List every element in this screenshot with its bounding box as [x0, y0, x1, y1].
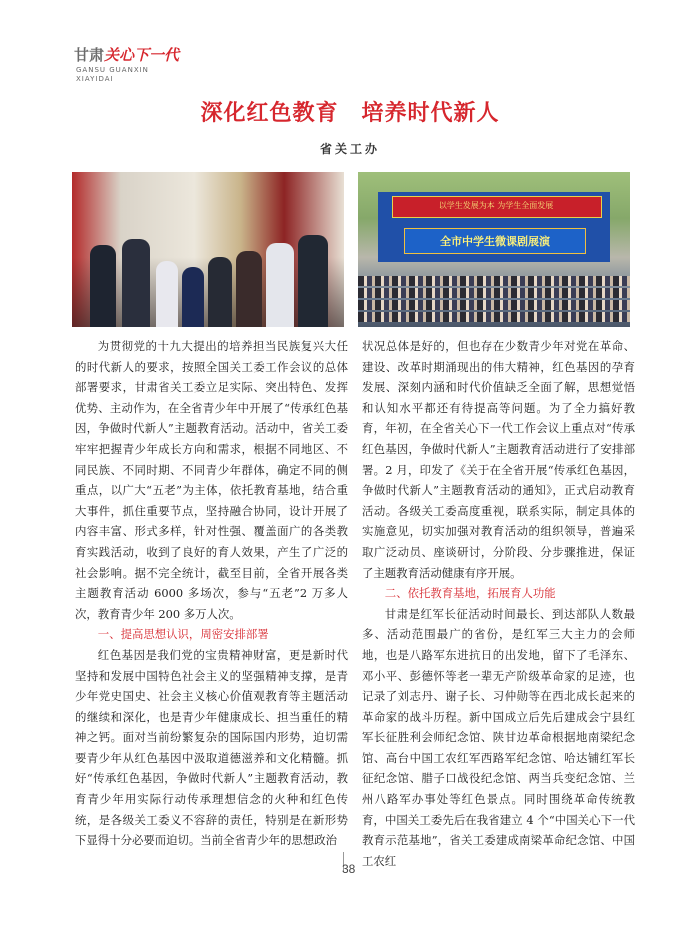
logo-english-line2: XIAYIDAI — [76, 75, 114, 83]
photo-students-exhibition — [72, 172, 344, 327]
paragraph-section2: 甘肃是红军长征活动时间最长、到达部队人数最多、活动范围最广的省份，是红军三大主力的会师地，也是八路军东进抗日的出发地，留下了毛泽东、邓小平、彭德怀等老一辈无产阶级革命家的足迹，也记录了刘志丹、谢子长、习仲勋等在西北成长起来的革命家的战斗历程。新中国成立后先后建成会宁县红军长征胜利会师纪念馆、陕甘边革命根据地南梁纪念馆、高台中国工农红军西路军纪念馆、哈达铺红军长征纪念馆、腊子口战役纪念馆、两当兵变纪念馆、兰州八路军办事处等红色景点。同时围绕革命传统教育，中国关工委先后在我省建立 4 个“中国关心下一代教育示范基地”，省关工委建成南梁革命纪念馆、中国工农红 — [362, 606, 635, 868]
article-title: 深化红色教育 培养时代新人 — [200, 101, 500, 126]
section-heading-2: 二、依托教育基地，拓展育人功能 — [384, 586, 556, 601]
logo-english-line1: GANSU GUANXIN — [76, 66, 149, 74]
photo-performance-hall — [358, 172, 630, 327]
article-author: 省关工办 — [319, 142, 380, 156]
stage-banner-text: 以学生发展为本 为学生全面发展 — [438, 201, 554, 210]
logo-prefix: 甘肃 — [74, 46, 105, 64]
section-heading-1: 一、提高思想认识，周密安排部署 — [97, 627, 269, 642]
paragraph-section1: 红色基因是我们党的宝贵精神财富，更是新时代坚持和发展中国特色社会主义的坚强精神支撑，是青少年党史国史、社会主义核心价值观教育等主题活动的继续和深化，也是青少年健康成长、担当重任的精神之钙。面对当前纷繁复杂的国际国内形势，迫切需要青少年从红色基因中汲取道德滋养和文化精髓。抓好“传承红色基因，争做时代新人”主题教育活动，教育青少年用实际行动传承理想信念的火种和红色传统，是各级关工委义不容辞的责任，特别是在新形势下显得十分必要而迫切。当前全省青少年的思想政治 — [75, 647, 348, 848]
paragraph-intro: 为贯彻党的十九大提出的培养担当民族复兴大任的时代新人的要求，按照全国关工委工作会议的总体部署要求，甘肃省关工委立足实际、突出特色、发挥优势、主动作为，在全省青少年中开展了“传承红色基因，争做时代新人”主题教育活动。活动中，省关工委牢牢把握青少年成长方向和需求，根据不同地区、不同民族、不同时期、不同青少年群体，确定不同的侧重点，以广大“五老”为主体，依托教育基地，结合重大事件，抓住重要节点，坚持融合协同，设计开展了内容丰富、形式多样，针对性强、覆盖面广的各类教育实践活动，收到了良好的育人效果，产生了广泛的社会影响。据不完全统计，截至目前，全省开展各类主题教育活动 6000 多场次，参与“五老”2 万多人次，教育青少年 200 多万人次。 — [75, 339, 348, 621]
article-column-left — [75, 336, 348, 851]
page-number: 38 — [342, 862, 356, 876]
logo-main: 关心下一代 — [104, 46, 180, 64]
publication-logo — [74, 44, 184, 84]
paragraph-continued: 状况总体是好的，但也存在少数青少年对党在革命、建设、改革时期涌现出的伟大精神，红色基因的孕育发展、深刻内涵和时代价值缺乏全面了解，思想觉悟和认知水平都还有待提高等问题。为了全力搞好教育，年初，在全省关心下一代工作会议上重点对“传承红色基因，争做时代新人”主题教育活动进行了安排部署。2 月，印发了《关于在全省开展“传承红色基因，争做时代新人”主题教育活动的通知》，正式启动教育活动。各级关工委高度重视，联系实际，制定具体的实施意见，切实加强对教育活动的组织领导，普遍采取广泛动员、座谈研讨，分阶段、分步骤推进，保证了主题教育活动健康有序开展。 — [362, 339, 635, 580]
article-column-right — [362, 336, 635, 871]
stage-screen-text: 全市中学生微课剧展演 — [440, 235, 550, 248]
